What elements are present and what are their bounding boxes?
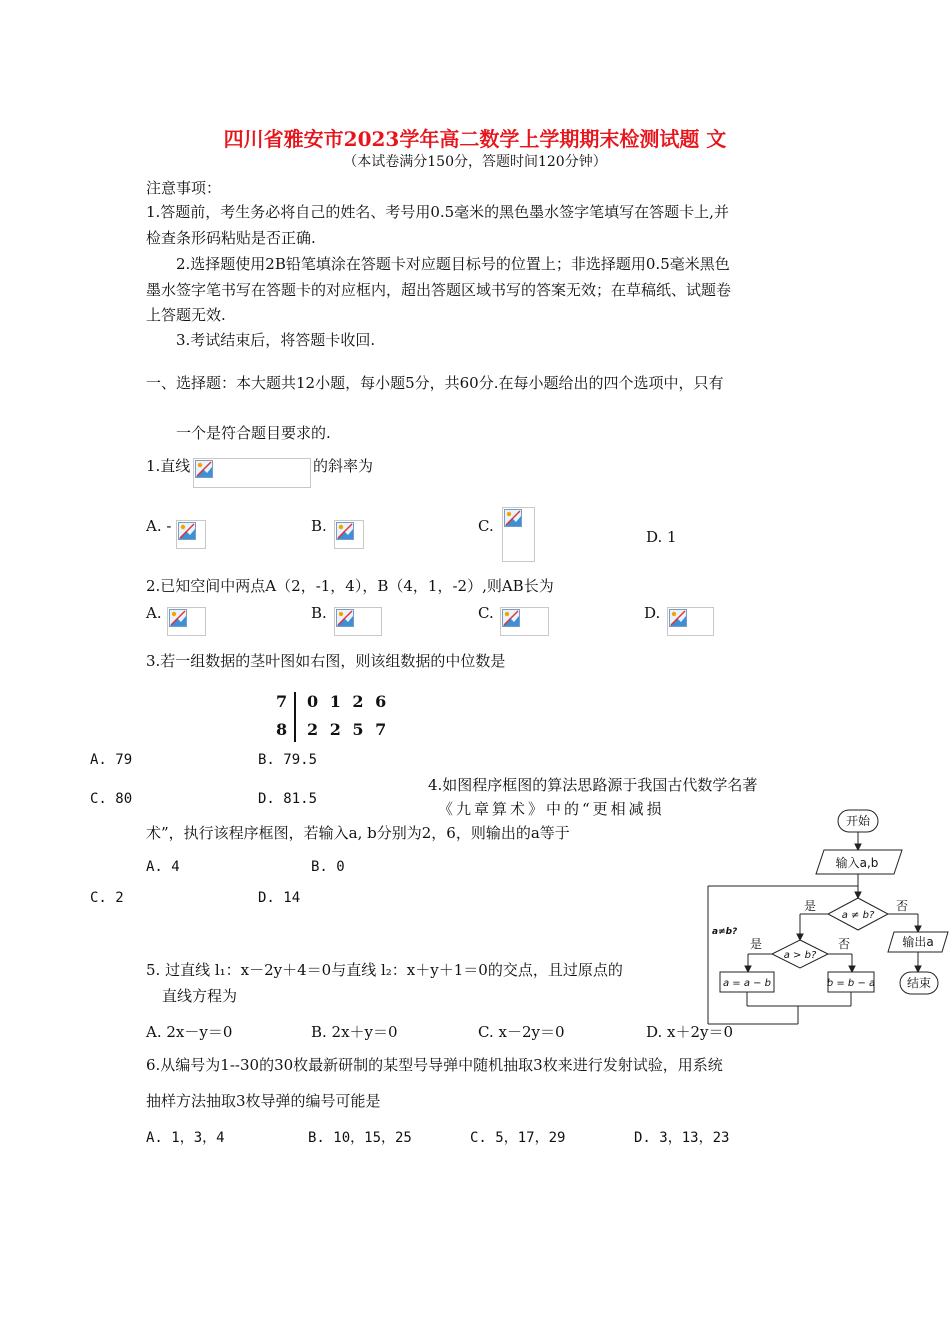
flow-output-label: 输出a <box>902 935 934 949</box>
q4-line-2: 《九章算术》中的“更相减损 <box>438 800 665 818</box>
q3-option-a: A. 79 <box>90 752 133 768</box>
q3-option-b: B. 79.5 <box>258 752 318 768</box>
broken-image-icon <box>195 460 213 478</box>
flow-output <box>888 932 948 952</box>
q4-option-d: D. 14 <box>258 890 301 906</box>
flow-assign-a <box>720 972 774 992</box>
flow-input <box>816 850 902 874</box>
flow-end-label: 结束 <box>906 976 932 990</box>
document-title: 四川省雅安市2023学年高二数学上学期期末检测试题 文 <box>223 127 727 151</box>
q1-option-a-image <box>176 520 206 549</box>
broken-image-icon <box>169 609 187 627</box>
q3-option-d: D. 81.5 <box>258 791 318 807</box>
q2-option-c: C. <box>478 604 494 622</box>
q6-line-1: 6.从编号为1--30的30枚最新研制的某型号导弹中随机抽取3枚来进行发射试验，用系统 <box>146 1056 723 1074</box>
q6-line-2: 抽样方法抽取3枚导弹的编号可能是 <box>146 1092 381 1110</box>
broken-image-icon <box>336 522 354 540</box>
note-2-line-3: 上答题无效. <box>146 306 226 324</box>
flow-yes-1-label: 是 <box>804 899 817 913</box>
broken-image-icon <box>336 609 354 627</box>
broken-image-icon <box>178 522 196 540</box>
flow-condition-1-label: a ≠ b? <box>841 910 875 921</box>
q4-option-c: C. 2 <box>90 890 124 906</box>
flow-input-label: 输入a,b <box>835 856 879 870</box>
note-1-line-2: 检查条形码粘贴是否正确. <box>146 229 316 247</box>
q3-stem: 3.若一组数据的茎叶图如右图，则该组数据的中位数是 <box>146 652 506 670</box>
q1-option-d: D. 1 <box>646 528 677 546</box>
q4-option-b: B. 0 <box>311 859 345 875</box>
note-2-line-2: 墨水签字笔书写在答题卡的对应框内，超出答题区域书写的答案无效；在草稿纸、试题卷 <box>146 281 732 299</box>
q5-option-c: C. x－2y＝0 <box>478 1023 565 1041</box>
q2-option-a-image <box>167 607 206 636</box>
broken-image-icon <box>504 509 522 527</box>
q4-option-a: A. 4 <box>146 859 180 875</box>
q2-option-b-image <box>334 607 382 636</box>
q6-option-a: A. 1，3，4 <box>146 1130 225 1146</box>
note-2-line-1: 2.选择题使用2B铅笔填涂在答题卡对应题目标号的位置上；非选择题用0.5毫米黑色 <box>176 255 730 273</box>
broken-image-icon <box>502 609 520 627</box>
notes-heading: 注意事项： <box>146 179 222 197</box>
flow-assign-a-label: a = a − b <box>722 978 772 989</box>
q1-suffix: 的斜率为 <box>313 457 374 475</box>
q2-option-d-image <box>667 607 714 636</box>
program-flowchart <box>704 808 950 1034</box>
q2-stem: 2.已知空间中两点A（2，-1，4），B（4，1，-2）,则AB长为 <box>146 577 554 595</box>
stem-leaf-row-1-stem: 7 <box>276 692 288 711</box>
q1-option-c-image <box>502 507 535 562</box>
flow-assign-b-label: b = b − a <box>826 978 876 989</box>
q2-option-a: A. <box>146 604 162 622</box>
q1-option-c: C. <box>478 517 494 535</box>
q2-option-c-image <box>500 607 549 636</box>
q1-option-b: B. <box>311 517 327 535</box>
stem-leaf-row-2-leaves: 2 2 5 7 <box>307 720 390 739</box>
q3-option-c: C. 80 <box>90 791 133 807</box>
q5-line-1: 5. 过直线 l₁：x－2y＋4＝0与直线 l₂：x＋y＋1＝0的交点，且过原点的 <box>146 961 623 979</box>
flow-start-label: 开始 <box>845 814 871 828</box>
q2-option-d: D. <box>644 604 661 622</box>
flow-end <box>900 972 938 994</box>
q6-option-d: D. 3，13，23 <box>634 1130 730 1146</box>
broken-image-icon <box>669 609 687 627</box>
section-1-line-2: 一个是符合题目要求的. <box>176 424 331 442</box>
q4-line-1: 4.如图程序框图的算法思路源于我国古代数学名著 <box>428 776 758 794</box>
stem-leaf-row-1-leaves: 0 1 2 6 <box>307 692 390 711</box>
q1-equation-image <box>193 458 311 488</box>
flow-assign-b <box>827 972 875 992</box>
stem-leaf-divider <box>294 692 296 742</box>
document-subtitle: （本试卷满分150分，答题时间120分钟） <box>343 154 607 170</box>
q1-prefix: 1.直线 <box>146 457 191 475</box>
flow-no-1-label: 否 <box>896 899 909 913</box>
stem-leaf-row-2-stem: 8 <box>276 720 288 739</box>
flow-no-2-label: 否 <box>838 937 851 951</box>
q5-option-a: A. 2x－y＝0 <box>146 1023 233 1041</box>
q5-line-2: 直线方程为 <box>162 987 238 1005</box>
note-1-line-1: 1.答题前，考生务必将自己的姓名、考号用0.5毫米的黑色墨水签字笔填写在答题卡上,并 <box>146 203 729 221</box>
section-1-line-1: 一、选择题：本大题共12小题，每小题5分，共60分.在每小题给出的四个选项中，只有 <box>146 374 724 392</box>
q4-line-3: 术”，执行该程序框图，若输入a, b分别为2，6，则输出的a等于 <box>146 824 570 842</box>
q1-option-b-image <box>334 520 364 549</box>
q6-option-b: B. 10，15，25 <box>308 1130 412 1146</box>
note-3: 3.考试结束后，将答题卡收回. <box>176 331 376 349</box>
q2-option-b: B. <box>311 604 327 622</box>
flow-yes-2-label: 是 <box>750 937 763 951</box>
flow-loop-label: a≠b? <box>712 927 738 937</box>
q1-option-a: A. - <box>146 517 172 535</box>
flow-start <box>838 810 878 832</box>
q5-option-b: B. 2x＋y＝0 <box>311 1023 398 1041</box>
q6-option-c: C. 5，17，29 <box>470 1130 566 1146</box>
flow-condition-2-label: a > b? <box>783 950 817 961</box>
flow-condition-1 <box>828 898 888 930</box>
q5-option-d: D. x＋2y＝0 <box>646 1023 734 1041</box>
flow-condition-2 <box>772 940 828 968</box>
